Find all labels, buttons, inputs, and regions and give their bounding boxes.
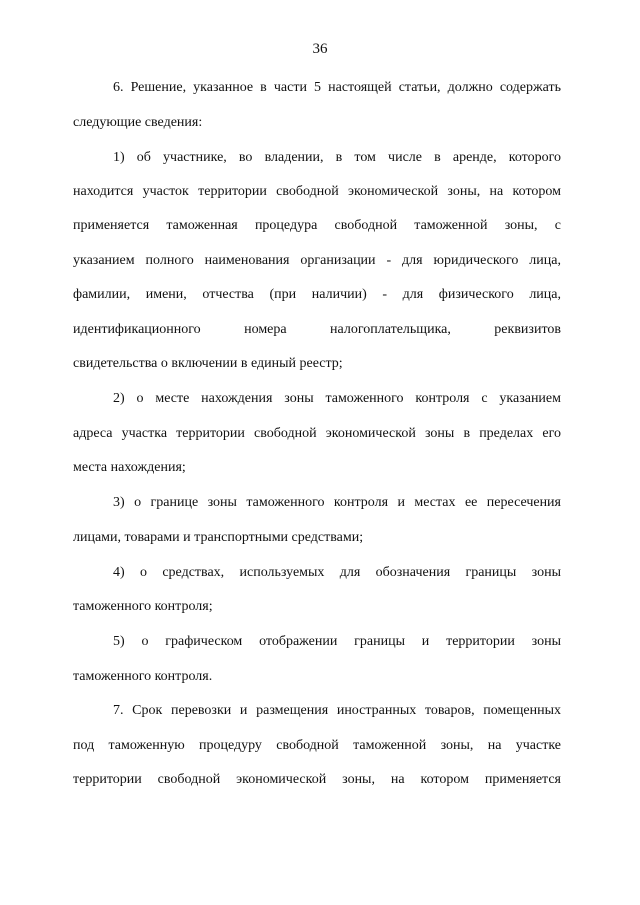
text-line: лицами, товарами и транспортными средствами; — [73, 530, 364, 545]
text-line: под таможенную процедуру свободной таможенной зоны, на участке — [73, 738, 561, 753]
text-line: территории свободной экономической зоны, на котором применяется — [73, 772, 561, 787]
text-line: применяется таможенная процедура свободной таможенной зоны, с — [73, 218, 561, 233]
text-line: 4) о средствах, используемых для обозначения границы зоны — [113, 565, 561, 580]
text-line: адреса участка территории свободной экономической зоны в пределах его — [73, 426, 561, 441]
text-line: идентификационного номера налогоплательщика, реквизитов — [73, 322, 561, 337]
text-line: 5) о графическом отображении границы и территории зоны — [113, 634, 561, 649]
text-line: 7. Срок перевозки и размещения иностранных товаров, помещенных — [113, 703, 561, 718]
text-line: фамилии, имени, отчества (при наличии) - для физического лица, — [73, 287, 561, 302]
text-line: таможенного контроля. — [73, 669, 213, 684]
text-line: свидетельства о включении в единый реестр; — [73, 356, 343, 371]
text-line: указанием полного наименования организации - для юридического лица, — [73, 253, 561, 268]
page-number: 36 — [312, 41, 328, 57]
text-line: находится участок территории свободной экономической зоны, на котором — [73, 184, 561, 199]
text-line: следующие сведения: — [73, 115, 203, 130]
text-line: 2) о месте нахождения зоны таможенного контроля с указанием — [113, 391, 561, 406]
text-line: 6. Решение, указанное в части 5 настоящей статьи, должно содержать — [113, 80, 561, 95]
text-line: места нахождения; — [73, 460, 186, 475]
text-line: таможенного контроля; — [73, 599, 213, 614]
text-line: 3) о границе зоны таможенного контроля и местах ее пересечения — [113, 495, 561, 510]
text-line: 1) об участнике, во владении, в том числе в аренде, которого — [113, 150, 561, 165]
